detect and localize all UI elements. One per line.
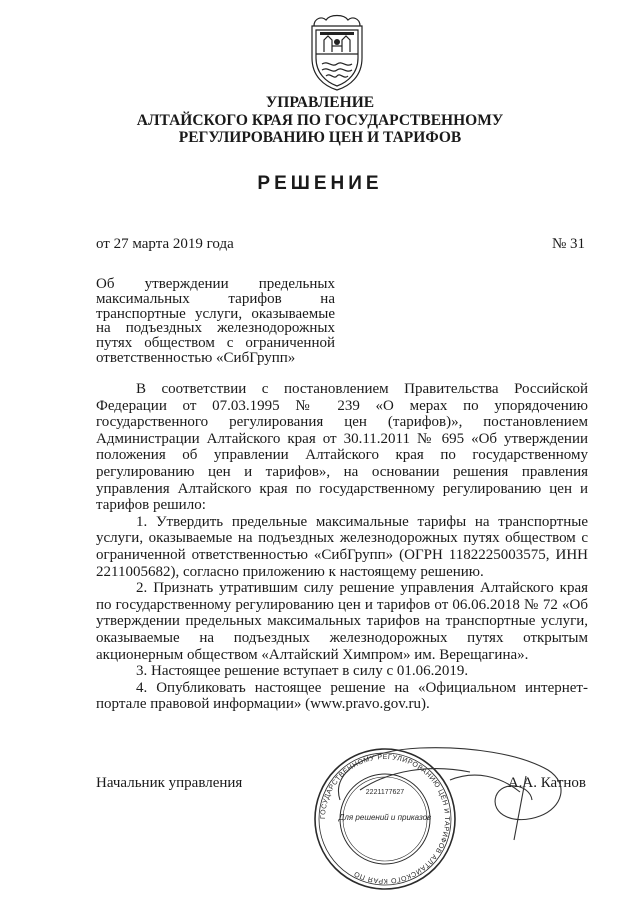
- document-body: [96, 381, 588, 713]
- stamp-code: 2221177627: [365, 789, 405, 796]
- svg-text:ГОСУДАРСТВЕННОМУ РЕГУЛИРОВАНИЮ: ГОСУДАРСТВЕННОМУ РЕГУЛИРОВАНИЮ ЦЕН И ТАРИФОВ АЛТАЙСКОГО КРАЯ ПО: [319, 753, 451, 885]
- body-paragraph: 1. Утвердить предельные максимальные тарифы на транспортные услуги, оказываемые на подъездных железнодорожных путях обществом с ограниченной ответственностью «СибГрупп» (ОГРН 1182225003575, ИНН 2211005682), согласно приложению к настоящему решению.: [96, 513, 588, 580]
- org-line: РЕГУЛИРОВАНИЮ ЦЕН И ТАРИФОВ: [178, 129, 462, 146]
- org-line: АЛТАЙСКОГО КРАЯ ПО ГОСУДАРСТВЕННОМУ: [136, 111, 504, 129]
- body-paragraph: 2. Признать утратившим силу решение управления Алтайского края по государственному регулированию цен и тарифов от 06.06.2018 № 72 «Об утверждении предельных максимальных тарифов на транспортные услуги, оказываемые на подъездных железнодорожных путях открытым акционерным обществом «Алтайский Химпром» им. Верещагина».: [96, 580, 588, 663]
- body-paragraph: 3. Настоящее решение вступает в силу с 01.06.2019.: [136, 663, 469, 680]
- body-paragraph: В соответствии с постановлением Правительства Российской Федерации от 07.03.1995 № 239 «О мерах по упорядочению государственного регулирования цен (тарифов)», постановлением Администрации Алтайского края от 30.11.2011 № 695 «Об утверждении положения об управлении Алтайского края по государственному регулированию цен и тарифов», на основании решения правления управления Алтайского края по государственному регулированию цен и тарифов решило:: [96, 381, 588, 514]
- signatory-title: Начальник управления: [96, 775, 243, 791]
- document-type: РЕШЕНИЕ: [257, 173, 383, 194]
- signatory-name: А.А. Катнов: [507, 775, 586, 791]
- document-number: № 31: [551, 236, 585, 252]
- document-subject: Об утверждении предельных максимальных тарифов на транспортные услуги, оказываемые на подъездных железнодорожных путях обществом с ограниченной ответственностью «СибГрупп»: [96, 276, 335, 366]
- organization-name: [0, 94, 640, 147]
- altai-krai-coat-of-arms-icon: [302, 12, 372, 92]
- body-paragraph: 4. Опубликовать настоящее решение на «Официальном интернет-портале правовой информации» (www.pravo.gov.ru).: [96, 679, 588, 713]
- handwritten-signature-icon: [300, 730, 590, 850]
- document-date: от 27 марта 2019 года: [96, 236, 234, 252]
- stamp-center-text: Для решений и приказов: [338, 813, 432, 822]
- org-line: УПРАВЛЕНИЕ: [265, 94, 375, 111]
